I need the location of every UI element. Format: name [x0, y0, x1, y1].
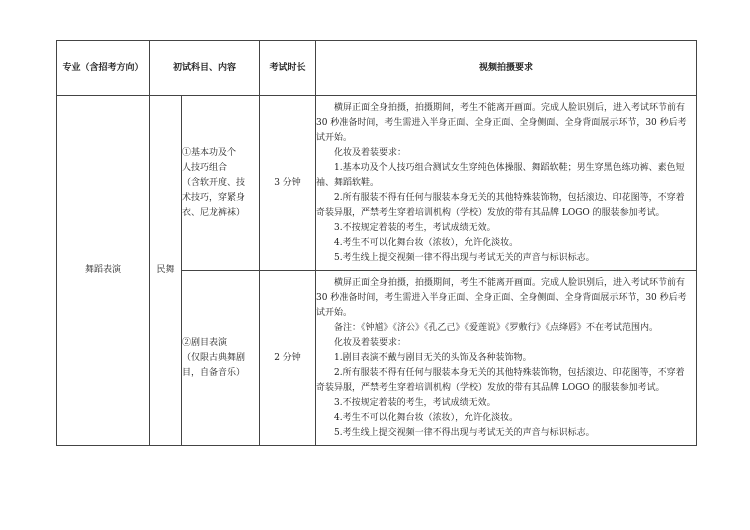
header-requirements: 视频拍摄要求: [316, 41, 697, 96]
requirement-line: 奇装异服，严禁考生穿着培训机构（学校）发放的带有其品牌 LOGO 的服装参加考试。: [316, 382, 665, 393]
requirement-line: 3.不按规定着装的考生，考试成绩无效。: [334, 397, 496, 408]
requirement-line: 化妆及着装要求：: [334, 147, 407, 158]
subject-line: 衣、尼龙裤袜）: [182, 207, 246, 218]
header-subjects: 初试科目、内容: [150, 41, 260, 96]
header-duration: 考试时长: [260, 41, 316, 96]
requirement-line: 袖、舞蹈软鞋。: [316, 177, 380, 188]
requirement-line: 横屏正面全身拍摄，拍摄期间，考生不能离开画面。完成人脸识别后，进入考试环节前有: [334, 102, 686, 113]
subject-line: （含软开度、技: [182, 177, 246, 188]
header-row: [57, 41, 697, 96]
header-major: 专业（含招考方向）: [57, 41, 150, 96]
subject-line: （仅限古典舞剧: [182, 352, 246, 363]
requirement-line: 试开始。: [316, 132, 353, 143]
requirement-line: 化妆及着装要求：: [334, 337, 407, 348]
subject-cell: [182, 271, 260, 446]
subject-cell: [182, 96, 260, 271]
requirement-line: 奇装异服，严禁考生穿着培训机构（学校）发放的带有其品牌 LOGO 的服装参加考试。: [316, 207, 665, 218]
subject-line: 术技巧，穿紧身: [182, 192, 246, 203]
requirement-line: 1.基本功及个人技巧组合测试女生穿纯色体操服、舞蹈软鞋；男生穿黑色练功裤、素色短: [334, 162, 685, 173]
requirement-line: 4.考生不可以化舞台妆（浓妆），允许化淡妆。: [334, 237, 519, 248]
requirement-line: 2.所有服装不得有任何与服装本身无关的其他特殊装饰物，包括滚边、印花图等，不穿着: [334, 192, 685, 203]
subject-line: 目，自备音乐）: [182, 367, 246, 378]
requirement-line: 5.考生线上提交视频一律不得出现与考试无关的声音与标识标志。: [334, 252, 595, 263]
requirements-cell: [316, 96, 697, 271]
subject-line: ②剧目表演: [182, 337, 228, 348]
subject-line: ①基本功及个: [182, 147, 237, 158]
requirements-cell: [316, 271, 697, 446]
requirement-line: 30 秒准备时间，考生需进入半身正面、全身正面、全身侧面、全身背面展示环节，30 秒后考: [316, 117, 687, 128]
subject-line: 人技巧组合: [182, 162, 228, 173]
requirement-line: 试开始。: [316, 307, 353, 318]
table-row: [57, 96, 697, 271]
direction-cell: 民舞: [150, 96, 182, 446]
exam-requirements-table: [56, 40, 697, 446]
duration-cell: 2 分钟: [260, 271, 316, 446]
major-cell: 舞蹈表演: [57, 96, 150, 446]
requirement-line: 30 秒准备时间，考生需进入半身正面、全身正面、全身侧面、全身背面展示环节，30 秒后考: [316, 292, 687, 303]
requirement-line: 3.不按规定着装的考生，考试成绩无效。: [334, 222, 496, 233]
requirement-line: 4.考生不可以化舞台妆（浓妆），允许化淡妆。: [334, 412, 519, 423]
requirement-line: 5.考生线上提交视频一律不得出现与考试无关的声音与标识标志。: [334, 427, 595, 438]
requirement-line: 横屏正面全身拍摄，拍摄期间，考生不能离开画面。完成人脸识别后，进入考试环节前有: [334, 277, 686, 288]
requirement-line: 2.所有服装不得有任何与服装本身无关的其他特殊装饰物，包括滚边、印花图等，不穿着: [334, 367, 685, 378]
requirement-line: 备注：《钟馗》《济公》《孔乙己》《爱莲说》《罗敷行》《点绛唇》不在考试范围内。: [334, 322, 659, 333]
requirement-line: 1.剧目表演不戴与剧目无关的头饰及各种装饰物。: [334, 352, 532, 363]
duration-cell: 3 分钟: [260, 96, 316, 271]
